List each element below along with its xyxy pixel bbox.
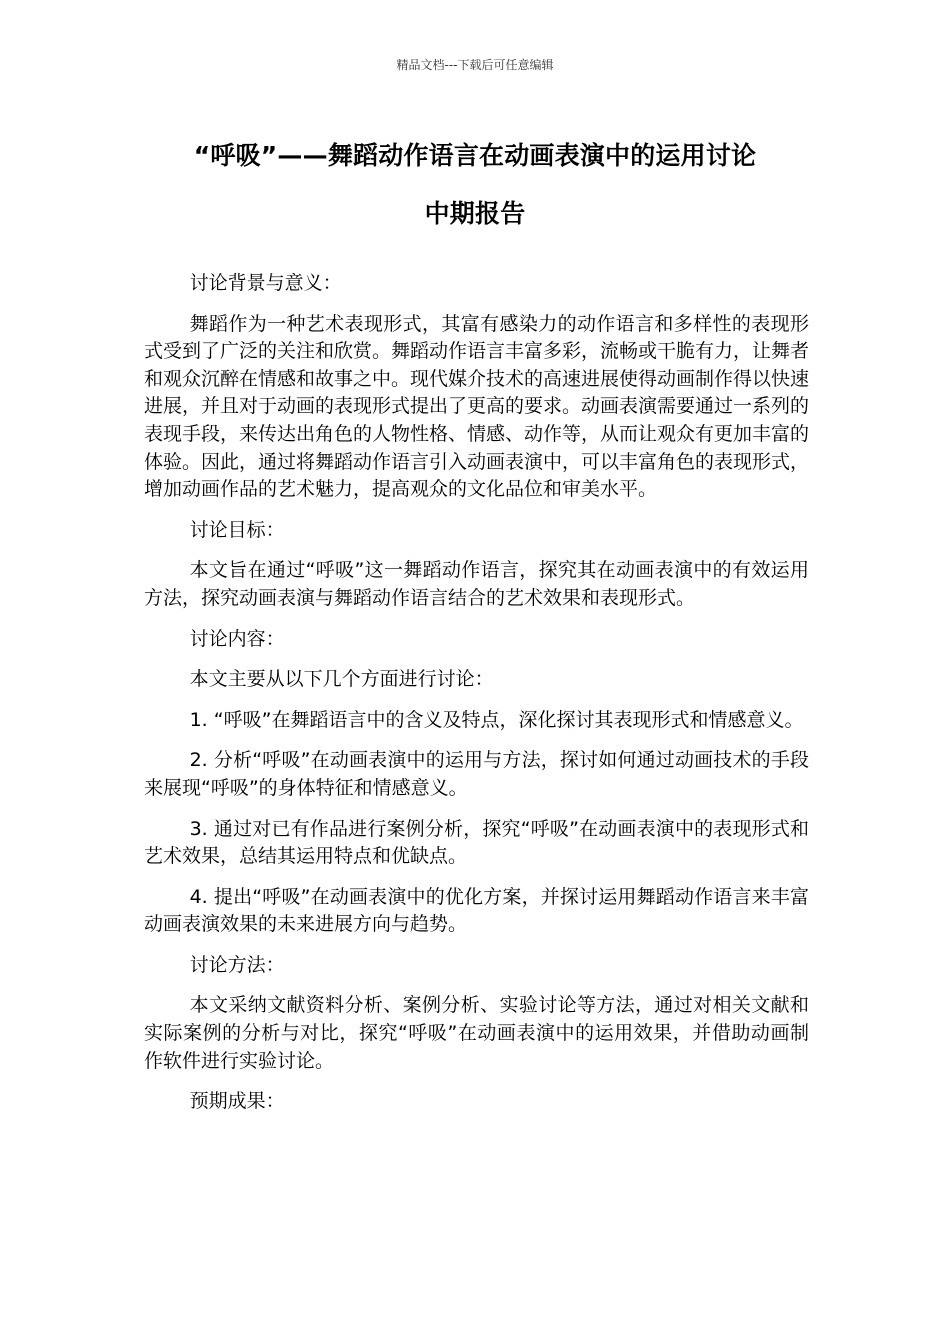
paragraph-content-intro: 本文主要从以下几个方面进行讨论： <box>189 668 494 691</box>
document-title-line-1: “呼吸”——舞蹈动作语言在动画表演中的运用讨论 <box>193 141 757 170</box>
document-body <box>144 270 809 1129</box>
page-header: 精品文档---下载后可任意编辑 <box>396 58 554 72</box>
list-item: 4. 提出“呼吸”在动画表演中的优化方案，并探讨运用舞蹈动作语言来丰富动画表演效果的未来进展方向与趋势。 <box>144 885 809 936</box>
section-heading-content: 讨论内容： <box>189 627 285 650</box>
section-heading-goal: 讨论目标： <box>189 518 285 541</box>
paragraph-method: 本文采纳文献资料分析、案例分析、实验讨论等方法，通过对相关文献和实际案例的分析与对比，探究“呼吸”在动画表演中的运用效果，并借助动画制作软件进行实验讨论。 <box>144 994 809 1072</box>
section-heading-results: 预期成果： <box>189 1090 285 1113</box>
list-item: 3. 通过对已有作品进行案例分析，探究“呼吸”在动画表演中的表现形式和艺术效果，总结其运用特点和优缺点。 <box>144 817 809 868</box>
paragraph-goal: 本文旨在通过“呼吸”这一舞蹈动作语言，探究其在动画表演中的有效运用方法，探究动画表演与舞蹈动作语言结合的艺术效果和表现形式。 <box>144 559 809 609</box>
section-heading-background: 讨论背景与意义： <box>189 272 342 294</box>
list-item: 2. 分析“呼吸”在动画表演中的运用与方法，探讨如何通过动画技术的手段来展现“呼吸”的身体特征和情感意义。 <box>144 749 809 799</box>
section-heading-method: 讨论方法： <box>189 953 285 976</box>
document-title-line-2: 中期报告 <box>424 199 526 228</box>
list-item: 1. “呼吸”在舞蹈语言中的含义及特点，深化探讨其表现形式和情感意义。 <box>189 708 804 731</box>
paragraph-background: 舞蹈作为一种艺术表现形式，其富有感染力的动作语言和多样性的表现形式受到了广泛的关注和欣赏。舞蹈动作语言丰富多彩，流畅或干脆有力，让舞者和观众沉醉在情感和故事之中。现代媒介技术的高速进展使得动画制作得以快速进展，并且对于动画的表现形式提出了更高的要求。动画表演需要通过一系列的表现手段，来传达出角色的人物性格、情感、动作等，从而让观众有更加丰富的体验。因此，通过将舞蹈动作语言引入动画表演中，可以丰富角色的表现形式，增加动画作品的艺术魅力，提高观众的文化品位和审美水平。 <box>144 312 810 501</box>
